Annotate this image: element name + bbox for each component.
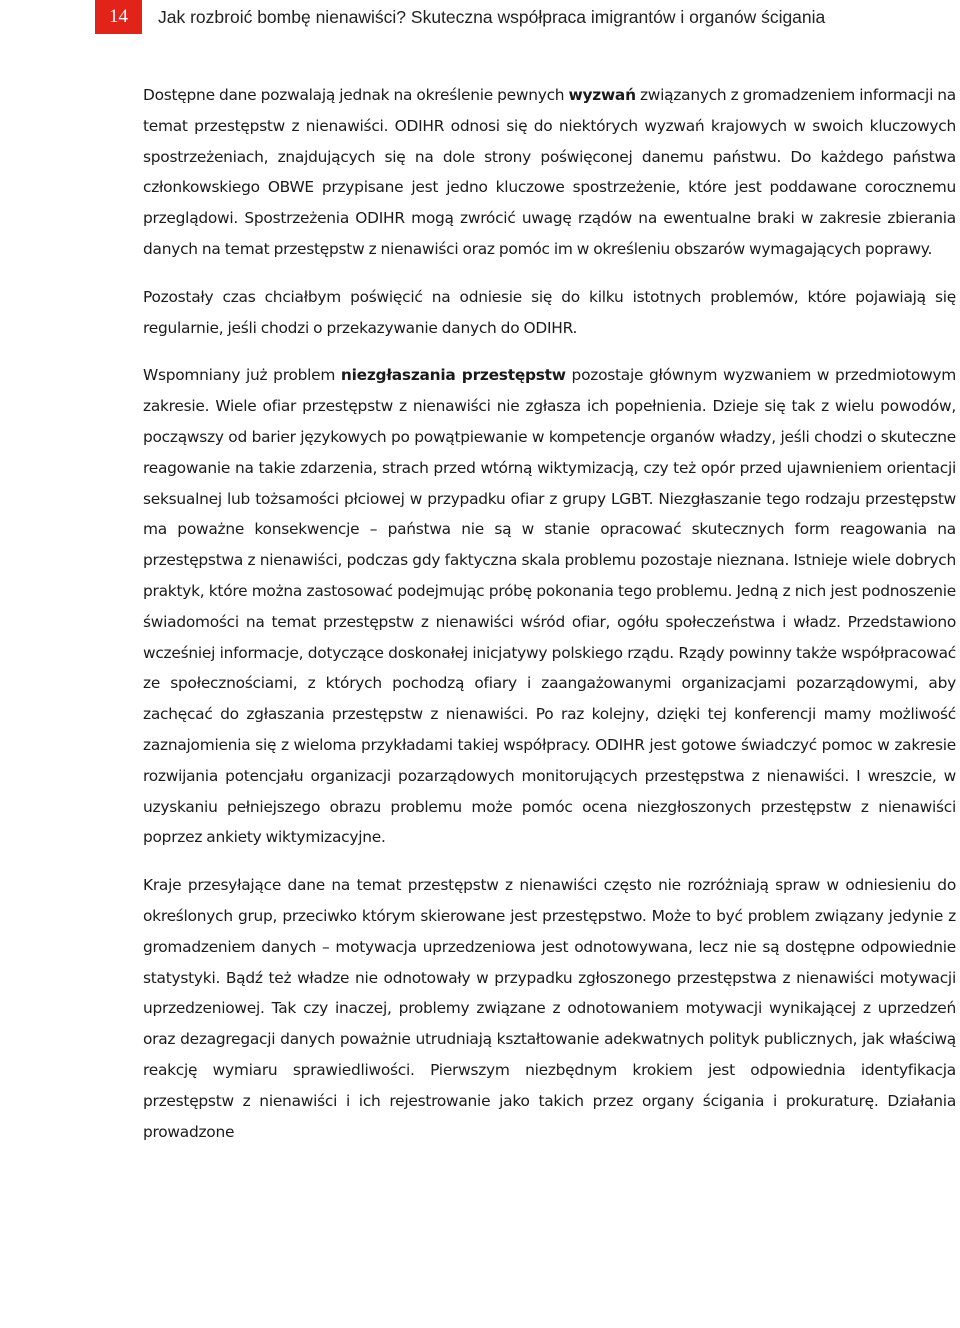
body-text [143,80,956,1164]
text-run: Wspomniany już problem [143,366,341,385]
running-title: Jak rozbroić bombę nienawiści? Skuteczna współpraca imigrantów i organów ścigania [158,7,826,27]
bold-phrase: niezgłaszania przestępstw [340,366,566,385]
text-run: Pozostały czas chciałbym poświęcić na odniesie się do kilku istotnych problemów, które pojawiają się regularnie, jeśli chodzi o przekazywanie danych do ODIHR. [143,287,956,337]
text-run: związanych z gromadzeniem informacji na temat przestępstw z nienawiści. ODIHR odnosi się do niektórych wyzwań krajowych w swoich kluczowych spostrzeżeniach, znajdujących się na dole strony poświęconej danemu państwu. Do każdego państwa członkowskiego OBWE przypisane jest jedno kluczowe spostrzeżenie, które jest poddawane corocznemu przeglądowi. Spostrzeżenia ODIHR mogą zwrócić uwagę rządów na ewentualne braki w zakresie zbierania danych na temat przestępstw z nienawiści oraz pomóc im w określeniu obszarów wymagających poprawy. [143,86,956,258]
paragraph [143,360,956,853]
text-run: Dostępne dane pozwalają jednak na określenie pewnych [143,86,569,104]
page-header [0,0,960,36]
paragraph [143,80,956,265]
paragraph [143,282,956,344]
page-number: 14 [95,0,142,34]
bold-phrase: wyzwań [568,86,636,104]
text-run: pozostaje głównym wyzwaniem w przedmiotowym zakresie. Wiele ofiar przestępstw z nienawiści nie zgłasza ich popełnienia. Dzieje się tak z wielu powodów, począwszy od barier językowych po powątpiewanie w kompetencje organów władzy, jeśli chodzi o skuteczne reagowanie na takie zdarzenia, strach przed wtórną wiktymizacją, czy też opór przed ujawnieniem orientacji seksualnej lub tożsamości płciowej w przypadku ofiar z grupy LGBT. Niezgłaszanie tego rodzaju przestępstw ma poważne konsekwencje – państwa nie są w stanie opracować skutecznych form reagowania na przestępstwa z nienawiści, podczas gdy faktyczna skala problemu pozostaje nieznana. Istnieje wiele dobrych praktyk, które można zastosować podejmując próbę pokonania tego problemu. Jedną z nich jest podnoszenie świadomości na temat przestępstw z nienawiści wśród ofiar, ogółu społeczeństwa i władz. Przedstawiono wcześniej informacje, dotyczące doskonałej inicjatywy polskiego rządu. Rządy powinny także współpracować ze społecznościami, z których pochodzą ofiary i zaangażowanymi organizacjami pozarządowymi, aby zachęcać do zgłaszania przestępstw z nienawiści. Po raz kolejny, dzięki tej konferencji mamy możliwość zaznajomienia się z wieloma przykładami takiej współpracy. ODIHR jest gotowe świadczyć pomoc w zakresie rozwijania potencjału organizacji pozarządowych monitorujących przestępstwa z nienawiści. I wreszcie, w uzyskaniu pełniejszego obrazu problemu może pomóc ocena niezgłoszonych przestępstw z nienawiści poprzez ankiety wiktymizacyjne. [143,366,957,847]
paragraph [143,870,956,1147]
text-run: Kraje przesyłające dane na temat przestępstw z nienawiści często nie rozróżniają spraw w odniesieniu do określonych grup, przeciwko którym skierowane jest przestępstwo. Może to być problem związany jedynie z gromadzeniem danych – motywacja uprzedzeniowa jest odnotowywana, lecz nie są dostępne odpowiednie statystyki. Bądź też władze nie odnotowały w przypadku zgłoszonego przestępstwa z nienawiści motywacji uprzedzeniowej. Tak czy inaczej, problemy związane z odnotowaniem motywacji wynikającej z uprzedzeń oraz dezagregacji danych poważnie utrudniają kształtowanie adekwatnych polityk publicznych, jak właściwą reakcję wymiaru sprawiedliwości. Pierwszym niezbędnym krokiem jest odpowiednia identyfikacja przestępstw z nienawiści i ich rejestrowanie jako takich przez organy ścigania i prokuraturę. Działania prowadzone [143,876,956,1141]
